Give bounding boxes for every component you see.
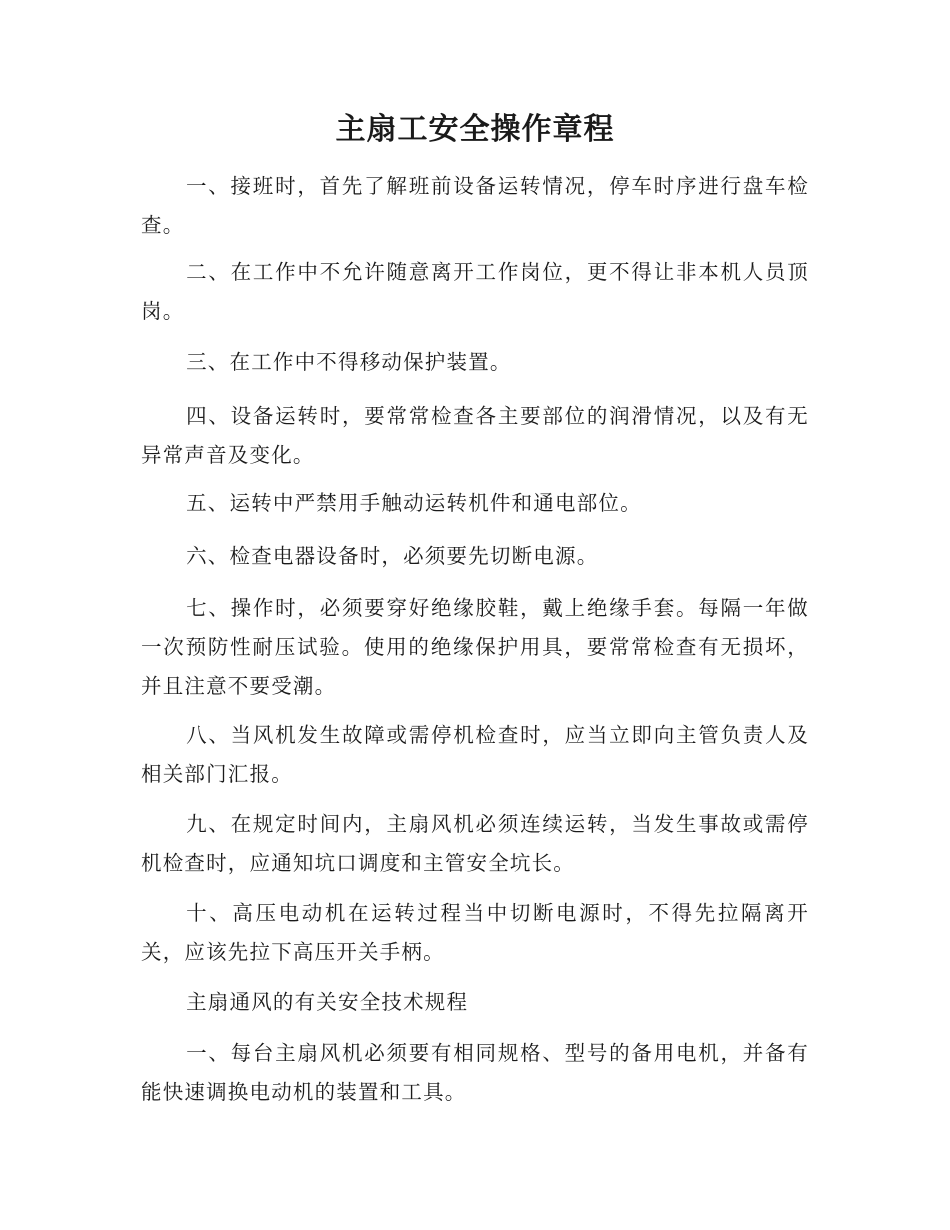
paragraph-5: 五、运转中严禁用手触动运转机件和通电部位。: [186, 491, 642, 515]
paragraph-6: 六、检查电器设备时，必须要先切断电源。: [186, 544, 599, 568]
paragraph-4: 四、设备运转时，要常常检查各主要部位的润滑情况，以及有无异常声音及变化。: [141, 404, 809, 467]
paragraph-9: 九、在规定时间内，主扇风机必须连续运转，当发生事故或需停机检查时，应通知坑口调度和主管安全坑长。: [141, 812, 809, 875]
paragraph-7: 七、操作时，必须要穿好绝缘胶鞋，戴上绝缘手套。每隔一年做一次预防性耐压试验。使用的绝缘保护用具，要常常检查有无损坏，并且注意不要受潮。: [141, 596, 809, 698]
paragraph-8: 八、当风机发生故障或需停机检查时，应当立即向主管负责人及相关部门汇报。: [141, 723, 809, 786]
paragraph-1: 一、接班时，首先了解班前设备运转情况，停车时序进行盘车检查。: [141, 174, 809, 237]
paragraph-10: 十、高压电动机在运转过程当中切断电源时，不得先拉隔离开关，应该先拉下高压开关手柄。: [141, 901, 809, 964]
section-heading: 主扇通风的有关安全技术规程: [186, 990, 469, 1014]
paragraph-3: 三、在工作中不得移动保护装置。: [186, 350, 512, 374]
paragraph-2: 二、在工作中不允许随意离开工作岗位，更不得让非本机人员顶岗。: [141, 260, 809, 323]
document-title: 主扇工安全操作章程: [335, 112, 615, 147]
paragraph-12: 一、每台主扇风机必须要有相同规格、型号的备用电机，并备有能快速调换电动机的装置和工具。: [141, 1041, 809, 1104]
